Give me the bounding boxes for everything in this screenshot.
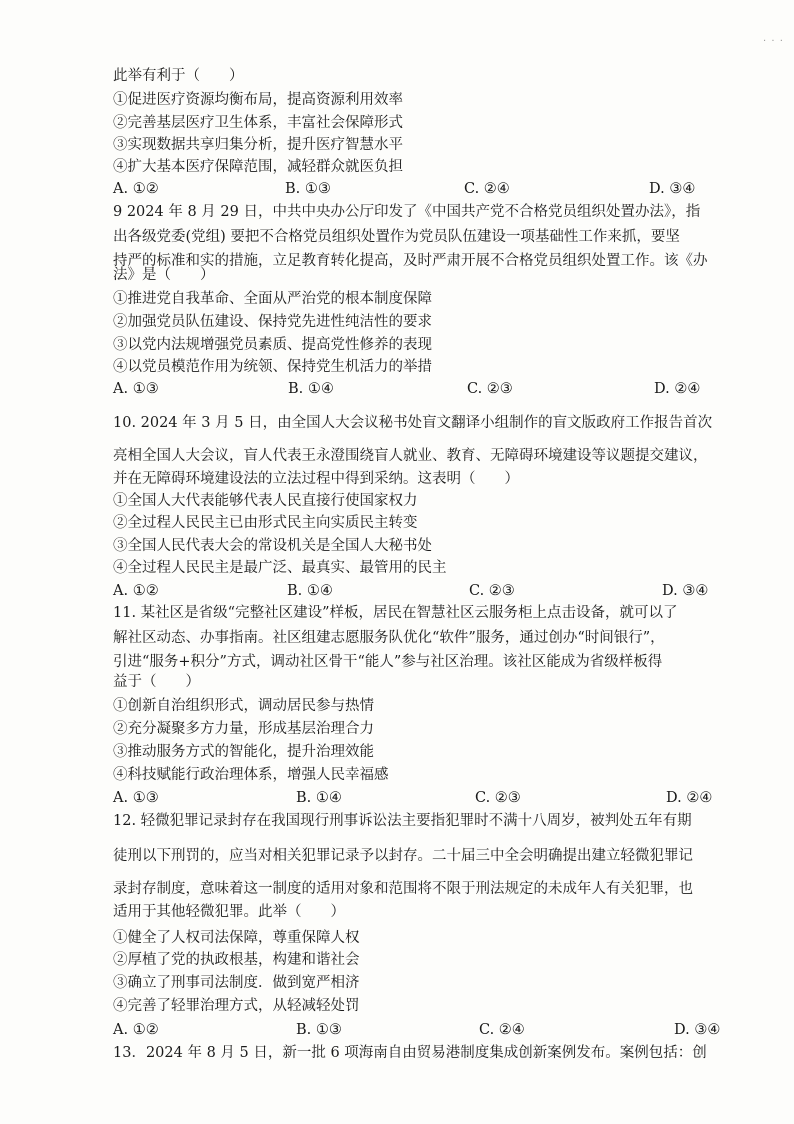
q12-statement-4: ④完善了轻罪治理方式，从轻减轻处罚 xyxy=(113,998,360,1014)
q12-option-c[interactable]: C. ②④ xyxy=(479,1022,525,1038)
q12-option-a[interactable]: A. ①② xyxy=(113,1022,159,1038)
q8-options xyxy=(113,180,713,198)
q11-option-a[interactable]: A. ①③ xyxy=(113,790,159,806)
corner-mark: · · · xyxy=(763,36,784,47)
q10-statement-2: ②全过程人民民主已由形式民主向实质民主转变 xyxy=(113,515,418,531)
q12-line-3: 录封存制度，意味着这一制度的适用对象和范围将不限于刑法规定的未成年人有关犯罪，也 xyxy=(113,881,693,897)
q12-option-d[interactable]: D. ③④ xyxy=(674,1022,721,1038)
q10-option-b[interactable]: B. ①④ xyxy=(287,583,333,599)
q8-option-c[interactable]: C. ②④ xyxy=(464,181,510,197)
q11-option-c[interactable]: C. ②③ xyxy=(475,790,521,806)
q9-option-c[interactable]: C. ②③ xyxy=(467,381,513,397)
q9-statement-3: ③以党内法规增强党员素质、提高党性修养的表现 xyxy=(113,337,432,353)
q11-line-2: 解社区动态、办事指南。社区组建志愿服务队优化“软件”服务，通过创办“时间银行”， xyxy=(113,630,665,646)
q11-option-d[interactable]: D. ②④ xyxy=(666,790,713,806)
q12-statement-2: ②厚植了党的执政根基，构建和谐社会 xyxy=(113,952,360,968)
q8-stem-end: 此举有利于（ ） xyxy=(113,68,244,84)
q11-options xyxy=(113,789,713,807)
q11-statement-2: ②充分凝聚多方力量，形成基层治理合力 xyxy=(113,721,374,737)
q10-line-1: 10. 2024 年 3 月 5 日，由全国人大会议秘书处盲文翻译小组制作的盲文版政府工作报告首次 xyxy=(113,415,713,431)
q12-line-1: 12. 轻微犯罪记录封存在我国现行刑事诉讼法主要指犯罪时不满十八周岁，被判处五年有期 xyxy=(113,813,692,829)
q11-statement-3: ③推动服务方式的智能化，提升治理效能 xyxy=(113,744,374,760)
q9-options xyxy=(113,380,713,398)
q12-option-b[interactable]: B. ①③ xyxy=(296,1022,342,1038)
q8-option-b[interactable]: B. ①③ xyxy=(285,181,331,197)
q9-line-1: 9 2024 年 8 月 29 日，中共中央办公厅印发了《中国共产党不合格党员组织处置办法》，指 xyxy=(113,204,701,220)
q9-statement-1: ①推进党自我革命、全面从严治党的根本制度保障 xyxy=(113,291,432,307)
q9-option-a[interactable]: A. ①③ xyxy=(113,381,159,397)
q9-line-3: 持严的标准和实的措施，立足教育转化提高，及时严肃开展不合格党员组织处置工作。该《办 xyxy=(113,253,708,269)
q10-statement-1: ①全国人大代表能够代表人民直接行使国家权力 xyxy=(113,493,418,509)
q10-option-d[interactable]: D. ③④ xyxy=(662,583,709,599)
q8-option-d[interactable]: D. ③④ xyxy=(649,181,696,197)
q9-option-d[interactable]: D. ②④ xyxy=(654,381,701,397)
q11-statement-1: ①创新自治组织形式，调动居民参与热情 xyxy=(113,698,374,714)
q12-line-4: 适用于其他轻微犯罪。此举（ ） xyxy=(113,904,345,920)
q8-statement-3: ③实现数据共享归集分析，提升医疗智慧水平 xyxy=(113,137,403,153)
q12-statement-3: ③确立了刑事司法制度．做到宽严相济 xyxy=(113,975,360,991)
q9-line-4: 法》是（ ） xyxy=(113,267,215,283)
q10-line-2: 亮相全国人大会议，盲人代表王永澄围绕盲人就业、教育、无障碍环境建设等议题提交建议， xyxy=(113,448,708,464)
q12-line-2: 徒刑以下刑罚的，应当对相关犯罪记录予以封存。二十届三中全会明确提出建立轻微犯罪记 xyxy=(113,848,693,864)
q13-line-1: 13．2024 年 8 月 5 日，新一批 6 项海南自由贸易港制度集成创新案例发布。案例包括：创 xyxy=(113,1045,707,1061)
q12-statement-1: ①健全了人权司法保障，尊重保障人权 xyxy=(113,930,360,946)
q10-line-3: 并在无障碍环境建设法的立法过程中得到采纳。这表明（ ） xyxy=(113,471,519,487)
q10-statement-3: ③全国人民代表大会的常设机关是全国人大秘书处 xyxy=(113,538,432,554)
q11-line-4: 益于（ ） xyxy=(113,674,200,690)
q8-statement-4: ④扩大基本医疗保障范围，减轻群众就医负担 xyxy=(113,159,403,175)
q8-option-a[interactable]: A. ①② xyxy=(113,181,159,197)
q11-statement-4: ④科技赋能行政治理体系，增强人民幸福感 xyxy=(113,767,389,783)
q9-statement-4: ④以党员模范作用为统领、保持党生机活力的举措 xyxy=(113,359,432,375)
q10-option-c[interactable]: C. ②③ xyxy=(469,583,515,599)
q8-statement-1: ①促进医疗资源均衡布局，提高资源利用效率 xyxy=(113,92,403,108)
q10-option-a[interactable]: A. ①② xyxy=(113,583,159,599)
q9-option-b[interactable]: B. ①④ xyxy=(288,381,334,397)
q11-line-1: 11. 某社区是省级“完整社区建设”样板，居民在智慧社区云服务柜上点击设备，就可以了 xyxy=(113,605,678,621)
q10-options xyxy=(113,582,713,600)
q9-statement-2: ②加强党员队伍建设、保持党先进性纯洁性的要求 xyxy=(113,314,432,330)
q8-statement-2: ②完善基层医疗卫生体系，丰富社会保障形式 xyxy=(113,115,403,131)
q10-statement-4: ④全过程人民民主是最广泛、最真实、最管用的民主 xyxy=(113,560,447,576)
q11-line-3: 引进“服务+积分”方式，调动社区骨干“能人”参与社区治理。该社区能成为省级样板得 xyxy=(113,654,663,670)
q9-line-2: 出各级党委(党组) 要把不合格党员组织处置作为党员队伍建设一项基础性工作来抓，要坚 xyxy=(113,229,680,245)
q12-options xyxy=(113,1021,721,1039)
q11-option-b[interactable]: B. ①④ xyxy=(296,790,342,806)
